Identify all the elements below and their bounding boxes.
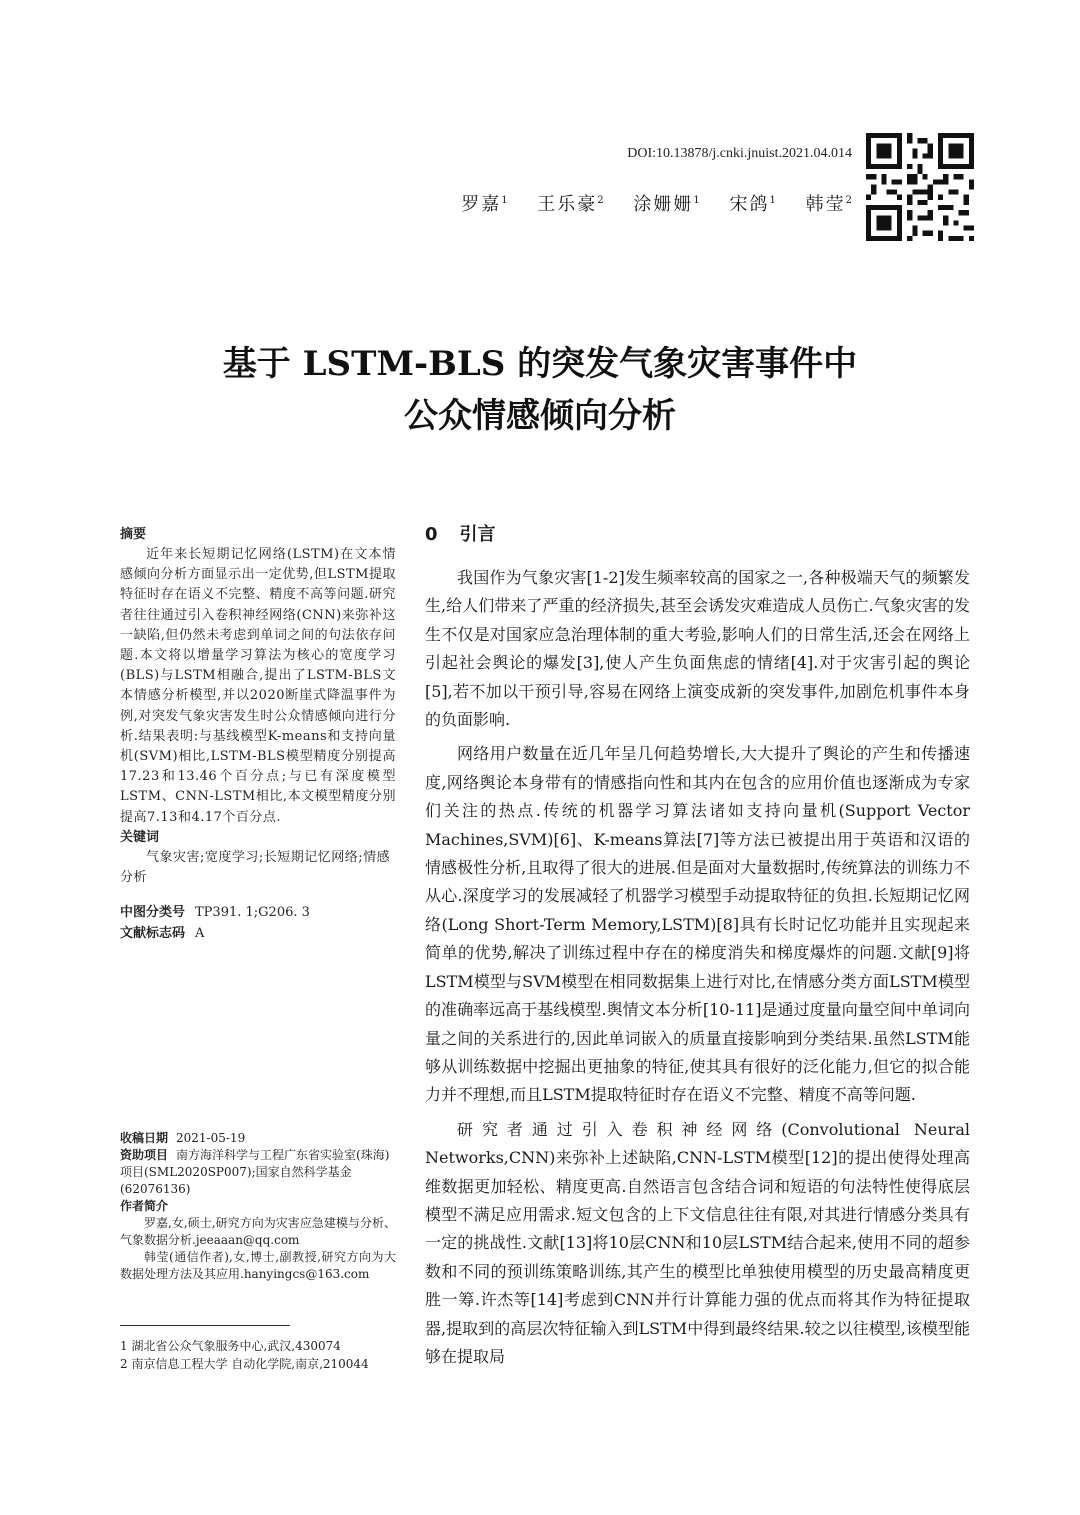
body-paragraph-3: 研究者通过引入卷积神经网络(Convolutional Neural Networks,CNN)来弥补上述缺陷,CNN-LSTM模型[12]的提出使得处理高维数据更加轻松、精度更高.自然语言包含结合词和短语的句法特性使得底层模型不满足应用需求.短文包含的上下文信息往往有限,对其进行情感分类具有一定的挑战性.文献[13]将10层CNN和10层LSTM结合起来,使用不同的超参数和不同的预训练策略训练,其产生的模型比单独使用模型的历史最高精度更胜一筹.许杰等[14]考虑到CNN并行计算能力强的优点而将其作为特征提取器,提取到的高层次特征输入到LSTM中得到最终结果.较之以往模型,该模型能够在提取局 <box>425 1119 970 1366</box>
author: 韩莹$^2$ <box>805 194 852 215</box>
abstract-heading: 摘要 <box>120 527 147 542</box>
title-line-1: 基于 LSTM-BLS 的突发气象灾害事件中 <box>222 344 858 384</box>
keywords-heading: 关键词 <box>120 829 160 845</box>
author: 涂姗姗$^1$ <box>633 194 700 215</box>
received-date: 收稿日期 2021-05-19 <box>120 1131 246 1145</box>
title-line-2: 公众情感倾向分析 <box>404 396 676 436</box>
abstract-text: 近年来长短期记忆网络(LSTM)在文本情感倾向分析方面显示出一定优势,但LSTM提取特征时存在语义不完整、精度不高等问题.研究者往往通过引入卷积神经网络(CNN)来弥补这一缺陷,但仍然未考虑到单词之间的句法依存问题.本文将以增量学习算法为核心的宽度学习(BLS)与LSTM相融合,提出了LSTM-BLS文本情感分析模型,并以2020断崖式降温事件为例,对突发气象灾害发生时公众情感倾向进行分析.结果表明:与基线模型K-means和支持向量机(SVM)相比,LSTM-BLS模型精度分别提高17.23和13.46个百分点;与已有深度模型LSTM、CNN-LSTM相比,本文模型精度分别提高7.13和4.17个百分点. <box>120 547 396 825</box>
body-paragraph-1: 我国作为气象灾害[1-2]发生频率较高的国家之一,各种极端天气的频繁发生,给人们带来了严重的经济损失,甚至会诱发灾难造成人员伤亡.气象灾害的发生不仅是对国家应急治理体制的重大考验,影响人们的日常生活,还会在网络上引起社会舆论的爆发[3],使人产生负面焦虑的情绪[4].对于灾害引起的舆论[5],若不加以干预引导,容易在网络上演变成新的突发事件,加剧危机事件本身的负面影响. <box>425 568 970 730</box>
funding: 资助项目 南方海洋科学与工程广东省实验室(珠海)项目(SML2020SP007);国家自然科学基金(62076136) <box>120 1148 390 1196</box>
article-notes <box>120 1130 396 1283</box>
author-list <box>420 190 852 216</box>
bio-heading: 作者简介 <box>120 1199 169 1213</box>
affiliation-1: 1 湖北省公众气象服务中心,武汉,430074 <box>120 1339 341 1353</box>
affiliation-2: 2 南京信息工程大学 自动化学院,南京,210044 <box>120 1357 369 1371</box>
body-paragraph-2: 网络用户数量在近几年呈几何趋势增长,大大提升了舆论的产生和传播速度,网络舆论本身带有的情感指向性和其内在包含的应用价值也逐渐成为专家们关注的热点.传统的机器学习算法诸如支持向量机(Support Vector Machines,SVM)[6]、K-means算法[7]等方法已被提出用于英语和汉语的情感极性分析,且取得了很大的进展.但是面对大量数据时,传统算法的训练力不从心.深度学习的发展减轻了机器学习模型手动提取特征的负担.长短期记忆网络(Long Short-Term Memory,LSTM)[8]具有长时记忆功能并且实现起来简单的优势,解决了训练过程中存在的梯度消失和梯度爆炸的问题.文献[9]将LSTM模型与SVM模型在相同数据集上进行对比,在情感分类方面LSTM模型的准确率远高于基线模型.舆情文本分析[10-11]是通过度量向量空间中单词向量之间的关系进行的,因此单词嵌入的质量直接影响到分类结果.虽然LSTM能够从训练数据中挖掘出更抽象的特征,使其具有很好的泛化能力,但它的拟合能力并不理想,而且LSTM提取特征时存在语义不完整、精度不高等问题. <box>425 744 970 1105</box>
classification-row: 中图分类号 TP391. 1;G206. 3 <box>120 905 310 921</box>
qr-code-icon <box>866 133 974 241</box>
bio-author-2: 韩莹(通信作者),女,博士,副教授,研究方向为大数据处理方法及其应用.hanyingcs@163.com <box>120 1250 396 1281</box>
doc-code-row: 文献标志码 A <box>120 926 205 942</box>
doi: DOI:10.13878/j.cnki.jnuist.2021.04.014 <box>627 146 852 161</box>
footnote-divider <box>120 1325 290 1326</box>
paper-title <box>60 338 1020 442</box>
classification-info <box>120 902 396 944</box>
affiliations <box>120 1337 396 1373</box>
author: 宋鸽$^1$ <box>729 194 776 215</box>
left-column <box>120 525 396 944</box>
keywords-text: 气象灾害;宽度学习;长短期记忆网络;情感分析 <box>120 849 391 886</box>
main-column <box>425 520 970 1377</box>
section-heading: 0 引言 <box>425 524 496 545</box>
author: 罗嘉$^1$ <box>461 194 508 215</box>
bio-author-1: 罗嘉,女,硕士,研究方向为灾害应急建模与分析、气象数据分析.jeeaaan@qq.com <box>120 1216 396 1247</box>
author: 王乐豪$^2$ <box>537 194 604 215</box>
